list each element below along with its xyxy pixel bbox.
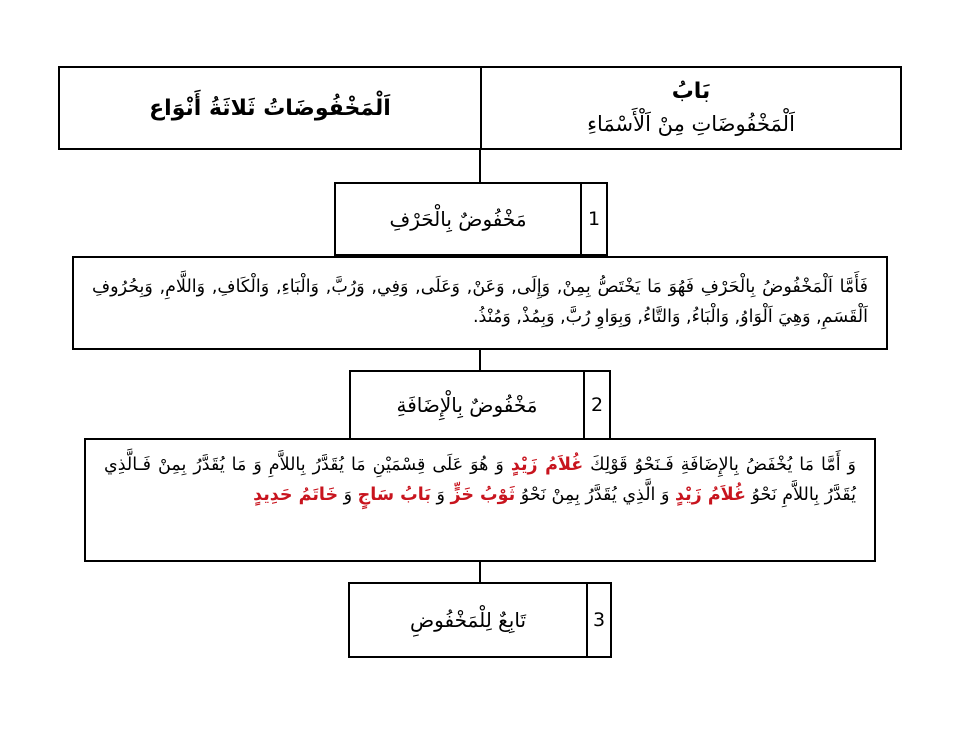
connector-line-1	[479, 148, 481, 183]
connector-line-4	[479, 560, 481, 582]
types-count-title: اَلْمَخْفُوضَاتُ ثَلاثَةُ أَنْوَاع	[149, 95, 391, 121]
header-left-cell	[60, 68, 480, 148]
type-2-text-d: وَ	[430, 485, 451, 505]
type-3-number: 3	[592, 609, 606, 631]
connector-line-3	[479, 348, 481, 372]
type-1-explanation-text: فَأَمَّا اَلْمَخْفُوضُ بِالْحَرْفِ فَهُوَ مَا يَخْتَصُّ بِمِنْ, وَإِلَى, وَعَنْ, وَعَلَى, وَفِي, وَرُبَّ, وَالْبَاءِ, وَالْكَافِ, وَاللَّامِ, وَبِحُرُوفِ اَلْقَسَمِ, وَهِيَ اَلْوَاوُ, وَالْبَاءُ, وَالتَّاءُ, وَبِوَاوِ رُبَّ, وَبِمُذْ, وَمُنْذُ.	[92, 277, 868, 327]
type-1-number: 1	[587, 208, 601, 230]
type-3-box	[348, 582, 612, 658]
type-1-label: مَخْفُوضٌ بِالْحَرْفِ	[389, 207, 527, 231]
chapter-title: بَابُ	[671, 79, 711, 104]
type-3-label: تَابِعٌ لِلْمَخْفُوضِ	[409, 608, 527, 632]
header-box	[58, 66, 902, 150]
type-2-text-e: وَ	[338, 485, 358, 505]
type-2-text-a: وَ أَمَّا مَا يُخْفَضُ بِالإِضَافَةِ فَـنَحْوُ قَوْلِكَ	[583, 455, 857, 475]
type-2-explanation	[84, 438, 876, 562]
example-ghulamu-zaydin-2: غُلاَمُ زَيْدٍ	[675, 485, 746, 505]
header-right-cell	[482, 68, 900, 148]
type-1-box	[334, 182, 608, 256]
type-2-label: مَخْفُوضٌ بِالْإِضَافَةِ	[396, 393, 538, 417]
example-babu-sajin: بَابُ سَاجٍ	[357, 485, 431, 505]
example-thawbu-khazzin: ثَوْبُ خَزٍّ	[450, 485, 516, 505]
type-2-text-c: وَ الَّذِي يُقَدَّرُ بِمِنْ نَحْوُ	[515, 485, 675, 505]
example-ghulamu-zaydin-1: غُلاَمُ زَيْدٍ	[510, 455, 584, 475]
example-khatamu-hadidin: خَاتَمُ حَدِيدٍ	[253, 485, 339, 505]
type-2-box	[349, 370, 611, 440]
type-2-number: 2	[590, 394, 604, 416]
chapter-subtitle: اَلْمَخْفُوضَاتِ مِنْ اَلْأَسْمَاءِ	[587, 112, 795, 136]
type-1-explanation	[72, 256, 888, 350]
type-2-text-b: وَ هُوَ عَلَى قِسْمَيْنِ مَا يُقَدَّرُ بِاللاَّمِ وَ مَا يُقَدَّرُ بِمِنْ فَـالَّذِي يُقَدَّرُ بِاللاَّمِ نَحْوُ	[104, 455, 856, 505]
